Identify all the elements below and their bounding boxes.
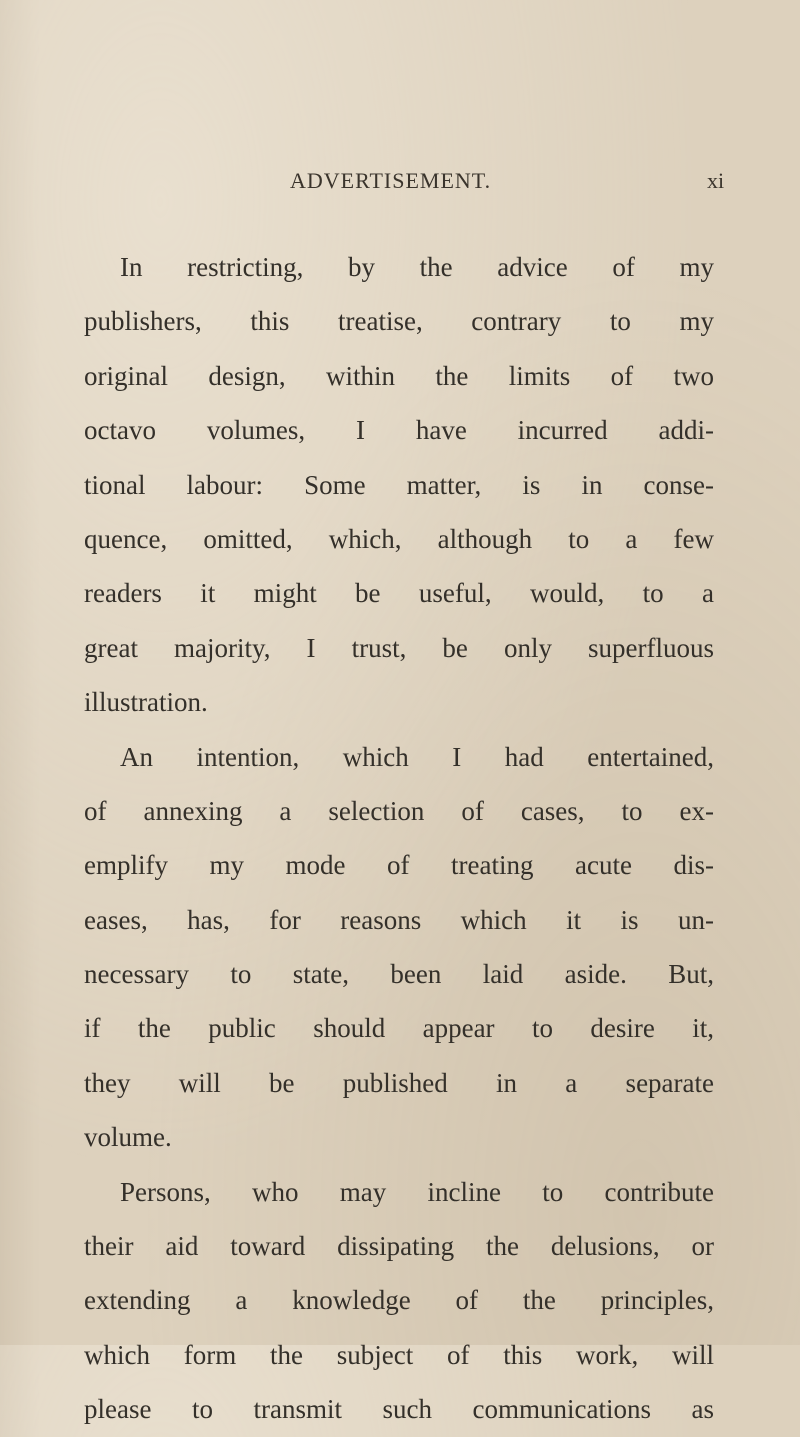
text-line: emplify my mode of treating acute dis- bbox=[84, 850, 714, 881]
body-text bbox=[84, 240, 714, 1437]
text-line: their aid toward dissipating the delusions, or bbox=[84, 1231, 714, 1262]
text-line: necessary to state, been laid aside. But, bbox=[84, 959, 714, 990]
text-line: An intention, which I had entertained, bbox=[120, 741, 714, 772]
text-line: quence, omitted, which, although to a few bbox=[84, 523, 714, 554]
text-line: which form the subject of this work, will bbox=[84, 1339, 714, 1370]
page-number: xi bbox=[707, 168, 725, 193]
text-line: please to transmit such communications as bbox=[84, 1394, 714, 1425]
text-line: In restricting, by the advice of my bbox=[120, 252, 714, 282]
text-line: extending a knowledge of the principles, bbox=[84, 1285, 714, 1316]
text-line: readers it might be useful, would, to a bbox=[84, 578, 714, 609]
text-line: Persons, who may incline to contribute bbox=[120, 1176, 714, 1207]
text-line: if the public should appear to desire it, bbox=[84, 1013, 714, 1044]
text-line: tional labour: Some matter, is in conse- bbox=[84, 469, 714, 500]
text-line: volume. bbox=[84, 1122, 172, 1153]
text-line: original design, within the limits of two bbox=[84, 360, 714, 391]
text-line: illustration. bbox=[84, 687, 208, 718]
text-line: eases, has, for reasons which it is un- bbox=[84, 904, 714, 935]
running-title: ADVERTISEMENT. bbox=[290, 168, 492, 193]
text-line: great majority, I trust, be only superfluous bbox=[84, 632, 714, 663]
text-line: octavo volumes, I have incurred addi- bbox=[84, 415, 714, 446]
text-line: they will be published in a separate bbox=[84, 1067, 714, 1098]
text-line: publishers, this treatise, contrary to my bbox=[84, 306, 714, 337]
text-line: of annexing a selection of cases, to ex- bbox=[84, 795, 714, 826]
running-head bbox=[0, 168, 800, 204]
